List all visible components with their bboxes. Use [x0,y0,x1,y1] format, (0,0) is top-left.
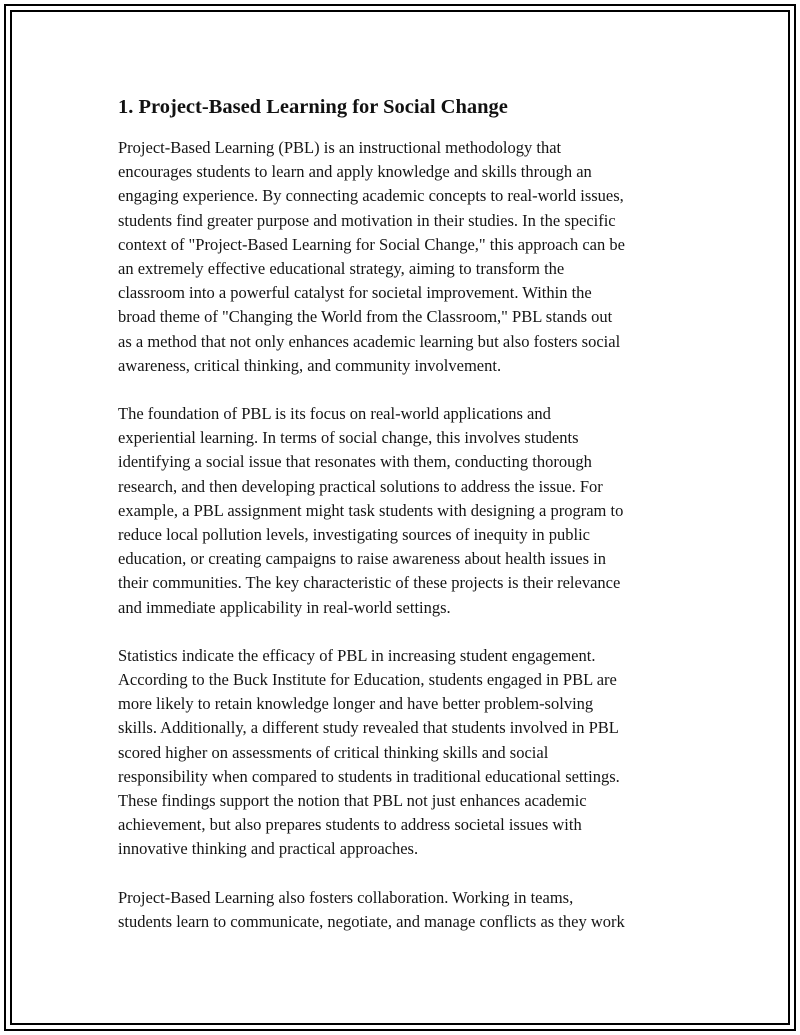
text-line: reduce local pollution levels, investigating sources of inequity in public [118,525,590,545]
text-line: These findings support the notion that PBL not just enhances academic [118,791,587,811]
section-heading: 1. Project-Based Learning for Social Change [118,96,508,118]
text-line: education, or creating campaigns to raise awareness about health issues in [118,549,606,569]
document-body [118,93,693,934]
text-line: students learn to communicate, negotiate, and manage conflicts as they work [118,911,625,931]
text-line: scored higher on assessments of critical thinking skills and social [118,742,549,762]
text-line: skills. Additionally, a different study revealed that students involved in PBL [118,718,619,738]
text-line: broad theme of "Changing the World from the Classroom," PBL stands out [118,307,613,327]
paragraph-introduction [118,136,693,378]
paragraph-foundation [118,402,693,620]
text-line: example, a PBL assignment might task students with designing a program to [118,500,624,520]
text-line: and immediate applicability in real-world settings. [118,597,451,617]
paragraph-spacer [118,378,693,402]
paragraph-spacer [118,620,693,644]
text-line: achievement, but also prepares students to address societal issues with [118,815,582,835]
text-line: engaging experience. By connecting academic concepts to real-world issues, [118,186,624,206]
text-line: Project-Based Learning also fosters collaboration. Working in teams, [118,887,574,907]
text-line: encourages students to learn and apply knowledge and skills through an [118,162,592,182]
paragraph-statistics [118,644,693,862]
text-line: context of "Project-Based Learning for Social Change," this approach can be [118,234,625,254]
text-line: research, and then developing practical solutions to address the issue. For [118,476,603,496]
text-line: as a method that not only enhances academic learning but also fosters social [118,331,621,351]
text-line: more likely to retain knowledge longer and have better problem-solving [118,694,594,714]
text-line: awareness, critical thinking, and community involvement. [118,355,502,375]
paragraph-collaboration [118,886,693,934]
text-line: their communities. The key characteristic of these projects is their relevance [118,573,621,593]
text-line: identifying a social issue that resonates with them, conducting thorough [118,452,592,472]
text-line: Statistics indicate the efficacy of PBL in increasing student engagement. [118,645,596,665]
paragraph-spacer [118,862,693,886]
text-line: students find greater purpose and motivation in their studies. In the specific [118,210,616,230]
text-line: The foundation of PBL is its focus on real-world applications and [118,404,551,424]
text-line: responsibility when compared to students in traditional educational settings. [118,766,620,786]
text-line: experiential learning. In terms of social change, this involves students [118,428,579,448]
text-line: According to the Buck Institute for Education, students engaged in PBL are [118,670,617,690]
text-line: an extremely effective educational strategy, aiming to transform the [118,259,565,279]
text-line: Project-Based Learning (PBL) is an instructional methodology that [118,138,562,157]
text-line: classroom into a powerful catalyst for societal improvement. Within the [118,283,592,303]
text-line: innovative thinking and practical approaches. [118,839,419,859]
